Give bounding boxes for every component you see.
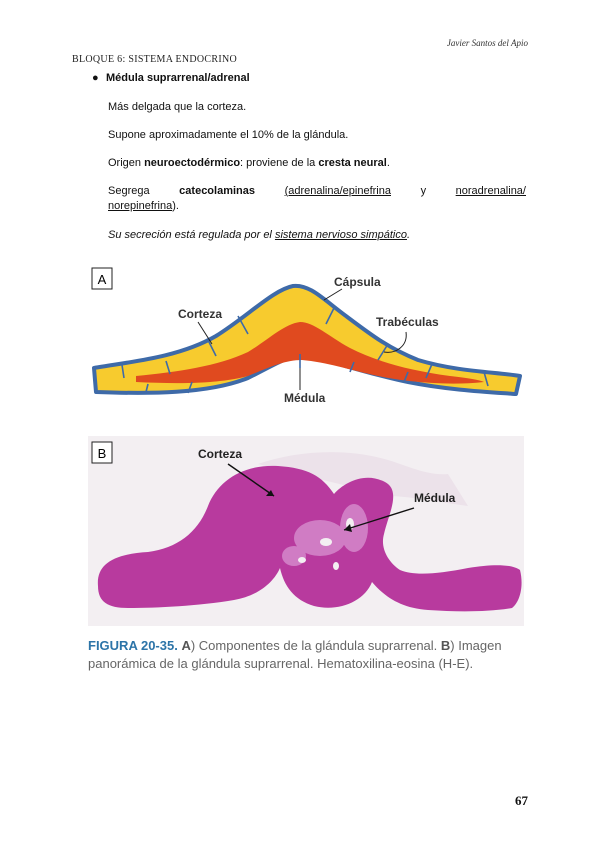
- catecholamines-bold: catecolaminas: [179, 185, 255, 197]
- figure-caption: [88, 637, 528, 673]
- regulation-text: Su secreción está regulada por el: [108, 229, 275, 241]
- section-header: BLOQUE 6: SISTEMA ENDOCRINO: [72, 54, 238, 65]
- figure-a-diagram: [88, 264, 524, 412]
- secretes-line-1: [108, 184, 526, 199]
- author-name: Javier Santos del Apio: [446, 38, 528, 48]
- panel-b-letter: B: [97, 446, 107, 461]
- origin-bold-neuroectodermic: neuroectodérmico: [144, 157, 241, 169]
- pointer-capsule: [324, 289, 342, 300]
- bullet-heading-text: Médula suprarrenal/adrenal: [106, 72, 250, 84]
- bullet-dot: ●: [92, 72, 99, 84]
- paragraph-regulation: [108, 228, 526, 243]
- label-medulla-b: Médula: [414, 491, 456, 505]
- and-word: y: [420, 185, 427, 197]
- origin-post: .: [386, 157, 390, 169]
- label-cortex: Corteza: [178, 307, 223, 321]
- noradrenaline-link: noradrenalina/: [455, 185, 526, 197]
- paragraph-thinner: Más delgada que la corteza.: [108, 101, 247, 113]
- page-number: 67: [515, 793, 528, 808]
- caption-a-text: ) Componentes de la glándula suprarrenal.: [190, 638, 441, 653]
- label-cortex-b: Corteza: [198, 447, 243, 461]
- adrenaline-link: (adrenalina/epinefrina: [284, 185, 391, 197]
- caption-figure-number: FIGURA 20-35.: [88, 638, 178, 653]
- secretes-end: ).: [172, 200, 179, 212]
- paragraph-secretes: [108, 184, 526, 214]
- secretes-word: Segrega: [108, 185, 150, 197]
- caption-a-letter: A: [181, 638, 191, 653]
- origin-bold-neural-crest: cresta neural: [318, 157, 387, 169]
- secretes-line-2: [108, 199, 526, 214]
- label-trabeculae: Trabéculas: [376, 315, 439, 329]
- caption-b-letter: B: [440, 638, 451, 653]
- paragraph-origin: [108, 156, 526, 171]
- regulation-end: .: [407, 229, 411, 241]
- bullet-heading: [92, 72, 250, 84]
- caption-b-text: ) Imagen panorámica de la glándula suprarrenal. Hematoxilina-eosina (H-E).: [88, 638, 502, 671]
- figure-b-histology: [88, 436, 524, 626]
- label-capsule: Cápsula: [334, 275, 381, 289]
- paragraph-percentage: Supone aproximadamente el 10% de la glándula.: [108, 129, 349, 141]
- panel-a-letter: A: [97, 272, 107, 287]
- origin-pre: Origen: [108, 157, 145, 169]
- label-medulla: Médula: [284, 391, 326, 405]
- norepinephrine-link: norepinefrina: [108, 200, 173, 212]
- origin-mid: : proviene de la: [240, 157, 319, 169]
- sympathetic-link: sistema nervioso simpático: [274, 229, 407, 241]
